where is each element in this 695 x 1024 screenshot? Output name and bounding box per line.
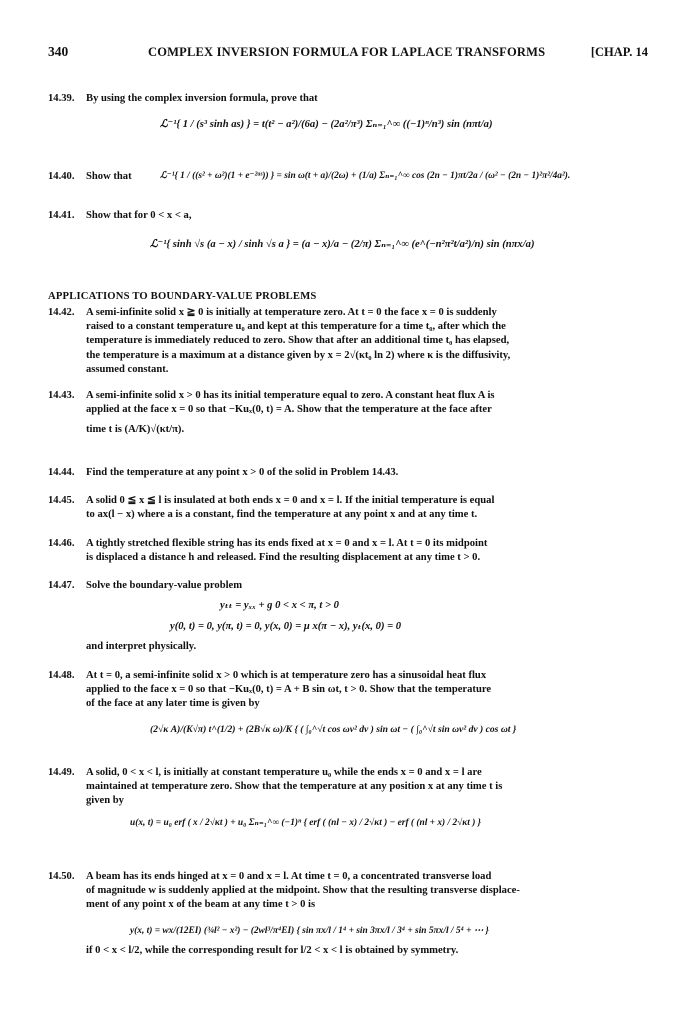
running-title: COMPLEX INVERSION FORMULA FOR LAPLACE TRANSFORMS — [148, 45, 546, 59]
equation-14-47-pde: yₜₜ = yₓₓ + g 0 < x < π, t > 0 — [220, 600, 339, 611]
problem-14-44: 14.44. Find the temperature at any point x > 0 of the solid in Problem 14.43. — [48, 467, 399, 478]
problem-14-39: 14.39. By using the complex inversion formula, prove that — [48, 93, 318, 104]
equation-14-48: (2√κ A)/(K√π) t^(1/2) + (2B√κ ω)/K { ( ∫₀^√t cos ωv² dv ) sin ωt − ( ∫₀^√t sin ωv² dv ) cos ωt } — [150, 724, 517, 735]
section-title: APPLICATIONS TO BOUNDARY-VALUE PROBLEMS — [48, 291, 317, 302]
equation-14-40: ℒ⁻¹{ 1 / ((s² + ω²)(1 + e⁻²ᵃˢ)) } = sin ω(t + a)/(2ω) + (1/a) Σₙ₌₁^∞ cos (2n − 1)πt/2a / (ω² − (2n − 1)²π²/4a²). — [160, 171, 571, 181]
problem-14-50-after: if 0 < x < l/2, while the corresponding result for l/2 < x < l is obtained by symmetry. — [86, 945, 459, 956]
problem-14-49: 14.49. A solid, 0 < x < l, is initially at constant temperature u₀ while the ends x = 0 and x = l are maintained at temperature zero. Show that the temperature at any position x at any time t is given by — [48, 767, 503, 807]
equation-14-50: y(x, t) = wx/(12EI) (¾l² − x²) − (2wl³/π⁴EI) { sin πx/l / 1⁴ + sin 3πx/l / 3⁴ + sin 5πx/l / 5⁴ + ⋯ } — [130, 926, 489, 936]
equation-14-49: u(x, t) = u₀ erf ( x / 2√κt ) + u₀ Σₙ₌₁^∞ (−1)ⁿ { erf ( (nl − x) / 2√κt ) − erf ( (nl + x) / 2√κt ) } — [130, 818, 481, 828]
problem-14-50: 14.50. A beam has its ends hinged at x = 0 and x = l. At time t = 0, a concentrated transverse load of magnitude w is suddenly applied at the midpoint. Show that the resulting transverse displace- ment of any point x of the beam at any time t > 0 is — [48, 871, 520, 911]
equation-14-47-bc: y(0, t) = 0, y(π, t) = 0, y(x, 0) = μ x(π − x), yₜ(x, 0) = 0 — [170, 621, 402, 632]
page-number: 340 — [48, 44, 69, 59]
chapter-label: [CHAP. 14 — [590, 45, 648, 59]
problem-14-48: 14.48. At t = 0, a semi-infinite solid x > 0 which is at temperature zero has a sinusoidal heat flux applied to the face x = 0 so that −Kuₓ(0, t) = A + B sin ωt, t > 0. Show that the temperature of the face at any later time is given by — [48, 670, 492, 710]
problem-14-41: 14.41. Show that for 0 < x < a, — [48, 210, 192, 221]
problem-14-47: 14.47. Solve the boundary-value problem — [48, 580, 243, 591]
problem-14-43: 14.43. A semi-infinite solid x > 0 has its initial temperature equal to zero. A constant heat flux A is applied at the face x = 0 so that −Kuₓ(0, t) = A. Show that the temperature at the face after time t is (A/K)√(κt/π). — [48, 390, 495, 436]
equation-14-41: ℒ⁻¹{ sinh √s (a − x) / sinh √s a } = (a − x)/a − (2/π) Σₙ₌₁^∞ (e^(−n²π²t/a²)/n) sin (nπx/a) — [150, 239, 535, 250]
problem-14-42: 14.42. A semi-infinite solid x ≧ 0 is initially at temperature zero. At t = 0 the face x = 0 is suddenly raised to a constant temperature u₀ and kept at this temperature for a time t₀, after which the temperature is immediately reduced to zero. Show that after an additional time t₀ has elapsed, the temperature is a maximum at a distance given by x = 2√(κt₀ ln 2) where κ is the diffusivity, assumed constant. — [48, 307, 511, 375]
page-header — [48, 44, 648, 62]
problem-14-47-after: and interpret physically. — [86, 641, 197, 652]
problem-14-45: 14.45. A solid 0 ≦ x ≦ l is insulated at both ends x = 0 and x = l. If the initial temperature is equal to ax(l − x) where a is a constant, find the temperature at any point x and at any time t. — [48, 495, 495, 521]
equation-14-39: ℒ⁻¹{ 1 / (s³ sinh as) } = t(t² − a²)/(6a) − (2a²/π³) Σₙ₌₁^∞ ((−1)ⁿ/n³) sin (nπt/a) — [160, 119, 493, 130]
problem-14-46: 14.46. A tightly stretched flexible string has its ends fixed at x = 0 and x = l. At t = 0 its midpoint is displaced a distance h and released. Find the resulting displacement at any time t > 0. — [48, 538, 488, 564]
problem-14-40: 14.40. Show that — [48, 171, 132, 182]
